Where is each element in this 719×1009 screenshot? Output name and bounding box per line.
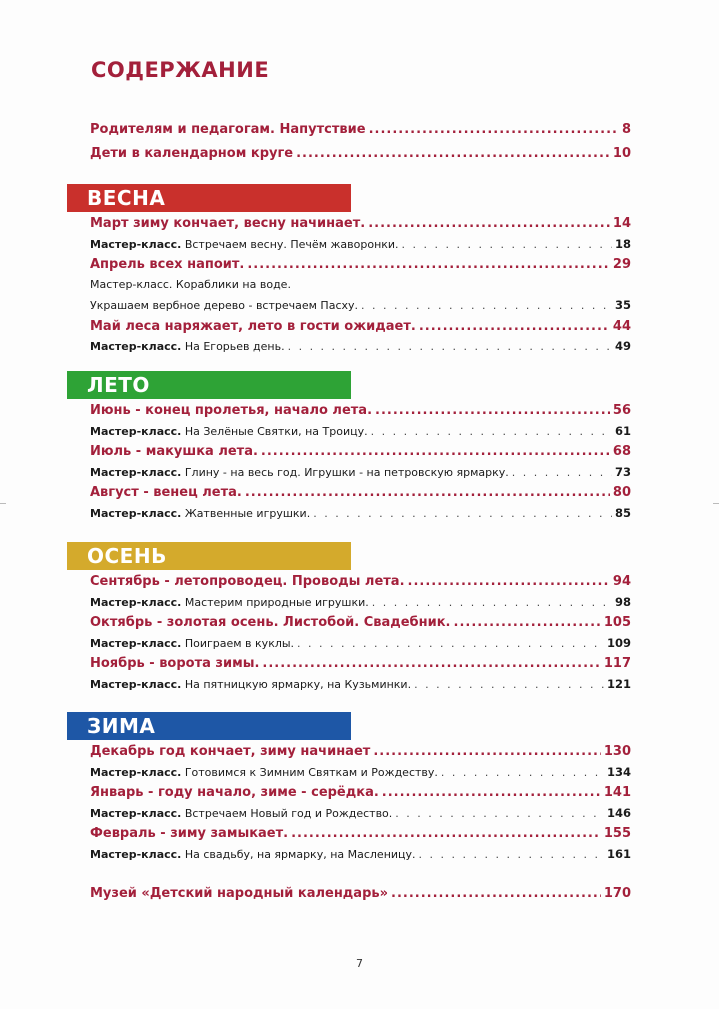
toc-page-number: 141 (603, 785, 631, 800)
toc-entry-title: На Егорьев день. (181, 340, 285, 353)
masterclass-label: Мастер-класс. (90, 506, 182, 520)
leader-dots (372, 596, 612, 609)
masterclass-label: Мастер-класс. (90, 806, 182, 820)
toc-entry-intro-1[interactable] (90, 122, 631, 137)
section-banner: ОСЕНЬ (67, 542, 351, 570)
toc-entry-text: Родителям и педагогам. Напутствие (90, 122, 366, 137)
toc-page-number: 80 (612, 485, 631, 500)
toc-entry-title: Ноябрь - ворота зимы. (90, 656, 260, 671)
leader-dots (262, 656, 600, 671)
leader-dots (375, 403, 610, 418)
leader-dots (395, 807, 604, 820)
leader-dots (313, 507, 612, 520)
toc-page-number: 35 (614, 298, 631, 312)
toc-entry-title: Жатвенные игрушки. (181, 506, 311, 520)
leader-dots (361, 299, 612, 312)
toc-entry-text (90, 444, 258, 459)
leader-dots (297, 637, 604, 650)
toc-page-number: 8 (621, 122, 631, 137)
crop-mark (0, 503, 6, 504)
masterclass-label: Мастер-класс. (90, 636, 182, 650)
leader-dots (391, 886, 601, 901)
leader-dots (454, 615, 601, 630)
toc-entry-title: Май леса наряжает, лето в гости ожидает. (90, 318, 416, 334)
toc-entry[interactable] (90, 216, 631, 231)
toc-page-number: 61 (614, 423, 631, 438)
toc-entry-text (90, 615, 451, 630)
leader-dots (291, 826, 601, 841)
toc-entry-title: Мастерим природные игрушки. (181, 595, 369, 609)
toc-entry[interactable] (90, 595, 631, 609)
toc-page-number: 146 (606, 805, 631, 820)
toc-entry-text (90, 848, 416, 861)
toc-entry-text: Музей «Детский народный календарь» (90, 886, 388, 901)
toc-page-number: 105 (603, 615, 631, 630)
toc-page-number: 68 (612, 444, 631, 459)
toc-entry-museum[interactable] (90, 886, 631, 901)
leader-dots (368, 216, 610, 231)
masterclass-label: Мастер-класс. (90, 595, 182, 609)
toc-entry-title: Февраль - зиму замыкает. (90, 826, 289, 841)
toc-page-number: 155 (603, 826, 631, 841)
toc-entry-intro-2[interactable] (90, 146, 631, 161)
toc-entry-title: Июль - макушка лета. (90, 444, 258, 459)
leader-dots (414, 678, 604, 691)
toc-entry-text (90, 507, 310, 520)
toc-entry[interactable] (90, 506, 631, 520)
toc-entry-title: Глину - на весь год. Игрушки - на петровскую ярмарку. (181, 465, 509, 479)
leader-dots (382, 785, 601, 800)
toc-entry-text (90, 678, 411, 691)
toc-entry[interactable] (90, 403, 631, 418)
leader-dots (402, 238, 612, 251)
leader-dots (512, 466, 612, 479)
leader-dots (369, 122, 619, 137)
toc-entry-text (90, 257, 244, 272)
toc-page-number: 134 (606, 764, 631, 779)
leader-dots (261, 444, 610, 459)
toc-page-number: 117 (603, 656, 631, 671)
toc-page-number: 85 (614, 505, 631, 520)
leader-dots (247, 257, 610, 272)
toc-entry-text (90, 744, 370, 759)
toc-entry[interactable] (90, 677, 631, 691)
toc-entry[interactable] (90, 424, 631, 438)
toc-entry-text (90, 637, 294, 650)
toc-entry-title: Сентябрь - летопроводец. Проводы лета. (90, 574, 405, 589)
toc-entry-text (90, 826, 288, 841)
toc-entry[interactable] (90, 485, 631, 500)
section-banner: ЛЕТО (67, 371, 351, 399)
masterclass-label: Мастер-класс. (90, 237, 182, 251)
toc-entry[interactable] (90, 806, 631, 820)
toc-page-number: 14 (612, 216, 631, 231)
crop-mark (713, 503, 719, 504)
section-banner: ЗИМА (67, 712, 351, 740)
toc-entry-text (90, 596, 369, 609)
toc-page-number: 56 (612, 403, 631, 418)
toc-entry-text (90, 485, 242, 500)
masterclass-label: Мастер-класс. (90, 465, 182, 479)
toc-entry-title: На пятницкую ярмарку, на Кузьминки. (181, 677, 412, 691)
leader-dots (419, 319, 610, 334)
toc-entry[interactable] (90, 765, 631, 779)
toc-entry-title: Декабрь год кончает, зиму начинает (90, 744, 371, 759)
toc-entry[interactable] (90, 465, 631, 479)
toc-entry-text (90, 403, 372, 418)
toc-entry-text (90, 278, 291, 291)
toc-page-number: 130 (603, 744, 631, 759)
toc-entry[interactable] (90, 298, 631, 312)
leader-dots (245, 485, 610, 500)
toc-page-number: 49 (614, 339, 631, 353)
toc-entry[interactable] (90, 319, 631, 334)
toc-page-number: 18 (614, 236, 631, 251)
toc-entry-title: Июнь - конец пролетья, начало лета. (90, 403, 373, 418)
toc-entry-title: Готовимся к Зимним Святкам и Рождеству. (181, 765, 438, 779)
toc-page-number: 161 (606, 846, 631, 861)
toc-page-number: 94 (612, 574, 631, 589)
masterclass-label: Мастер-класс. (90, 765, 182, 779)
toc-entry-title: Август - венец лета. (90, 485, 242, 500)
toc-entry-text (90, 340, 285, 353)
toc-entry-text (90, 238, 399, 251)
masterclass-label: Мастер-класс. (90, 677, 182, 691)
toc-entry[interactable] (90, 847, 631, 861)
toc-entry[interactable] (90, 826, 631, 841)
toc-entry-title: Украшаем вербное дерево - встречаем Пасху. (90, 299, 359, 312)
masterclass-label: Мастер-класс. (90, 847, 182, 861)
toc-entry[interactable] (90, 636, 631, 650)
toc-entry-title: На Зелёные Святки, на Троицу. (181, 424, 368, 438)
page-title: СОДЕРЖАНИЕ (91, 58, 270, 82)
toc-entry-text (90, 299, 358, 312)
toc-entry-title: Встречаем весну. Печём жаворонки. (181, 237, 399, 251)
toc-entry[interactable] (90, 444, 631, 459)
toc-entry-text (90, 785, 379, 800)
toc-entry-title: Апрель всех напоит. (90, 257, 245, 272)
leader-dots (373, 744, 601, 759)
masterclass-label: Мастер-класс. (90, 277, 173, 291)
toc-entry[interactable] (90, 257, 631, 272)
toc-entry-text (90, 766, 438, 779)
leader-dots (296, 146, 610, 161)
toc-entry-text (90, 656, 259, 671)
toc-entry-text: Дети в календарном круге (90, 146, 294, 161)
toc-entry[interactable] (90, 339, 631, 353)
toc-page-number: 29 (612, 257, 631, 272)
toc-entry[interactable] (90, 785, 631, 800)
toc-page-number: 109 (606, 635, 631, 650)
toc-entry-title: На свадьбу, на ярмарку, на Масленицу. (181, 847, 416, 861)
masterclass-label: Мастер-класс. (90, 424, 182, 438)
masterclass-label: Мастер-класс. (90, 340, 182, 353)
toc-entry-title: Поиграем в куклы. (181, 636, 295, 650)
toc-page-number: 98 (614, 594, 631, 609)
toc-entry-title: Март зиму кончает, весну начинает. (90, 216, 366, 231)
toc-entry[interactable] (90, 615, 631, 630)
toc-entry-title: Встречаем Новый год и Рождество. (181, 806, 393, 820)
toc-entry-title: Октябрь - золотая осень. Листобой. Свадебник. (90, 615, 451, 630)
toc-entry[interactable] (90, 744, 631, 759)
leader-dots (419, 848, 604, 861)
toc-page-number: 10 (612, 146, 631, 161)
toc-entry-text (90, 319, 416, 334)
toc-page-number: 170 (603, 886, 631, 901)
leader-dots (371, 425, 612, 438)
toc-entry-text (90, 216, 365, 231)
toc-page-number: 44 (612, 318, 631, 334)
toc-entry-text (90, 425, 368, 438)
toc-entry-title: Кораблики на воде. (172, 277, 291, 291)
toc-entry (90, 278, 631, 291)
leader-dots (288, 340, 612, 353)
section-banner: ВЕСНА (67, 184, 351, 212)
page-number: 7 (356, 957, 363, 970)
toc-entry-text (90, 574, 405, 589)
toc-entry[interactable] (90, 656, 631, 671)
toc-entry-title: Январь - году начало, зиме - серёдка. (90, 785, 379, 800)
leader-dots (408, 574, 610, 589)
toc-entry-text (90, 466, 509, 479)
toc-entry[interactable] (90, 574, 631, 589)
toc-entry-text (90, 807, 392, 820)
toc-page-number: 121 (606, 676, 631, 691)
toc-entry[interactable] (90, 237, 631, 251)
toc-page-number: 73 (614, 464, 631, 479)
leader-dots (441, 766, 604, 779)
